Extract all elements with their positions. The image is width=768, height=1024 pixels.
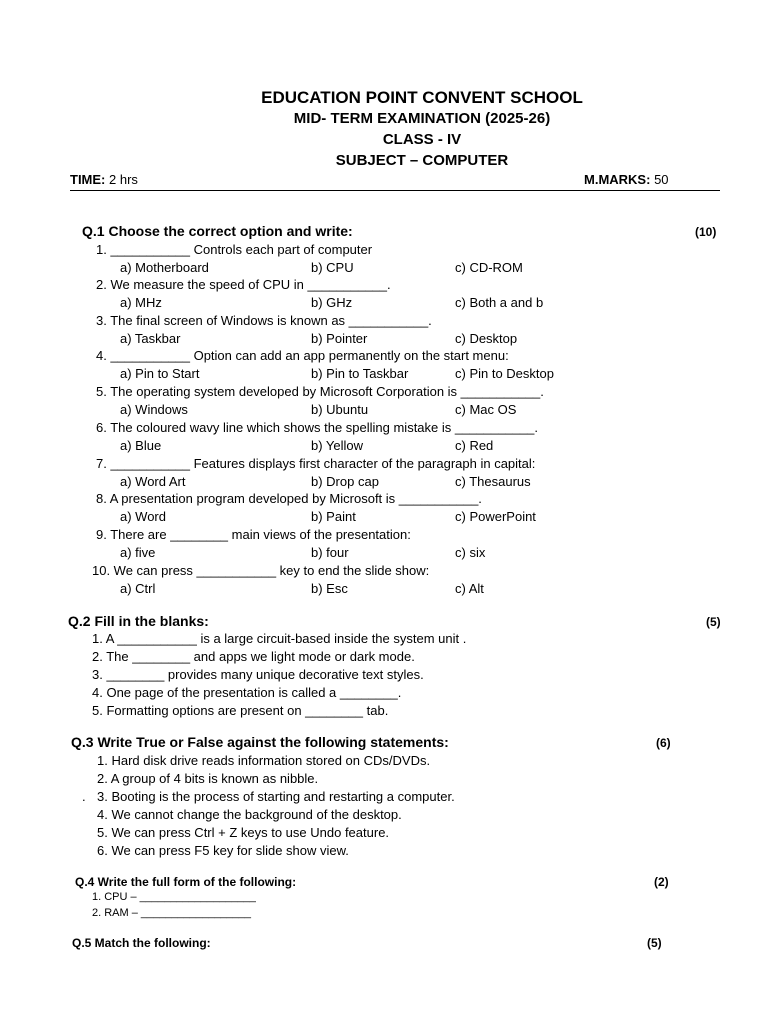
- q1-option: a) Pin to Start: [120, 366, 200, 381]
- subject-label: SUBJECT – COMPUTER: [335, 152, 509, 169]
- q4-title: Q.4 Write the full form of the following:: [75, 875, 297, 889]
- q1-option: b) Ubuntu: [311, 402, 369, 417]
- q2-title: Q.2 Fill in the blanks:: [68, 613, 209, 629]
- q1-option: b) CPU: [311, 260, 354, 275]
- q1-option: c) Desktop: [455, 331, 518, 346]
- q2-marks: (5): [706, 615, 721, 629]
- q1-option: b) Drop cap: [311, 474, 379, 489]
- q1-marks: (10): [695, 225, 717, 239]
- q1-option: a) Windows: [120, 402, 188, 417]
- q2-blank-item: 4. One page of the presentation is called a ________.: [92, 685, 402, 700]
- q1-option: b) GHz: [311, 295, 353, 310]
- q1-option: a) Motherboard: [120, 260, 209, 275]
- q3-statement: 6. We can press F5 key for slide show view.: [97, 843, 349, 858]
- q1-option: a) Taskbar: [120, 331, 181, 346]
- q1-question-text: 10. We can press ___________ key to end the slide show:: [92, 563, 430, 578]
- q1-question-text: 1. ___________ Controls each part of computer: [96, 242, 373, 257]
- q1-option: c) Alt: [455, 581, 484, 596]
- header-divider: [70, 190, 720, 191]
- q1-question-text: 2. We measure the speed of CPU in ___________.: [96, 277, 391, 292]
- q1-option: b) Pin to Taskbar: [311, 366, 409, 381]
- q1-question-text: 5. The operating system developed by Microsoft Corporation is ___________.: [96, 384, 544, 399]
- q1-option: c) PowerPoint: [455, 509, 536, 524]
- q2-blank-item: 3. ________ provides many unique decorative text styles.: [92, 667, 424, 682]
- q4-marks: (2): [654, 875, 669, 889]
- q1-option: c) six: [455, 545, 486, 560]
- q1-option: b) Esc: [311, 581, 348, 596]
- q5-title: Q.5 Match the following:: [72, 936, 211, 950]
- q1-option: c) Thesaurus: [455, 474, 531, 489]
- q1-question-text: 4. ___________ Option can add an app permanently on the start menu:: [96, 348, 509, 363]
- q3-statement: 4. We cannot change the background of the desktop.: [97, 807, 402, 822]
- q1-question-text: 6. The coloured wavy line which shows the spelling mistake is ___________.: [96, 420, 539, 435]
- q1-title: Q.1 Choose the correct option and write:: [82, 223, 353, 239]
- q3-marks: (6): [656, 736, 671, 750]
- q1-option: b) Paint: [311, 509, 356, 524]
- q2-blank-item: 5. Formatting options are present on ________ tab.: [92, 703, 389, 718]
- exam-title: MID- TERM EXAMINATION (2025-26): [293, 110, 551, 127]
- q1-option: b) four: [311, 545, 349, 560]
- time-info: [70, 172, 138, 187]
- q1-option: a) five: [120, 545, 156, 560]
- max-marks-label: M.MARKS:: [584, 172, 651, 187]
- q4-full-form-item: 1. CPU – ___________________: [92, 891, 256, 903]
- q1-option: a) Ctrl: [120, 581, 156, 596]
- q1-question-text: 7. ___________ Features displays first character of the paragraph in capital:: [96, 456, 536, 471]
- q2-blank-item: 2. The ________ and apps we light mode or dark mode.: [92, 649, 415, 664]
- q3-title: Q.3 Write True or False against the following statements:: [71, 734, 449, 750]
- q3-statement: 1. Hard disk drive reads information stored on CDs/DVDs.: [97, 753, 431, 768]
- time-label: TIME:: [70, 172, 106, 187]
- q1-option: b) Pointer: [311, 331, 368, 346]
- q1-question-text: 9. There are ________ main views of the presentation:: [96, 527, 411, 542]
- q1-question-text: 8. A presentation program developed by Microsoft is ___________.: [96, 491, 482, 506]
- q1-question-text: 3. The final screen of Windows is known as ___________.: [96, 313, 432, 328]
- school-name: EDUCATION POINT CONVENT SCHOOL: [261, 88, 583, 107]
- q3-statement: 5. We can press Ctrl + Z keys to use Undo feature.: [97, 825, 390, 840]
- q1-option: c) CD-ROM: [455, 260, 523, 275]
- class-label: CLASS - IV: [382, 131, 462, 148]
- q1-option: a) Word: [120, 509, 166, 524]
- q2-blank-item: 1. A ___________ is a large circuit-based inside the system unit .: [92, 631, 467, 646]
- q4-full-form-item: 2. RAM – __________________: [92, 907, 252, 919]
- q1-option: b) Yellow: [311, 438, 364, 453]
- q1-option: c) Red: [455, 438, 494, 453]
- stray-dot: .: [82, 789, 86, 804]
- time-value: 2 hrs: [109, 172, 138, 187]
- max-marks-value: 50: [654, 172, 669, 187]
- q1-option: a) Blue: [120, 438, 162, 453]
- q1-option: c) Pin to Desktop: [455, 366, 554, 381]
- q1-option: a) Word Art: [120, 474, 186, 489]
- q1-option: c) Both a and b: [455, 295, 544, 310]
- q5-marks: (5): [647, 936, 662, 950]
- q3-statement: 3. Booting is the process of starting and restarting a computer.: [97, 789, 455, 804]
- max-marks-info: [584, 172, 669, 187]
- q3-statement: 2. A group of 4 bits is known as nibble.: [97, 771, 319, 786]
- q1-option: c) Mac OS: [455, 402, 517, 417]
- q1-option: a) MHz: [120, 295, 162, 310]
